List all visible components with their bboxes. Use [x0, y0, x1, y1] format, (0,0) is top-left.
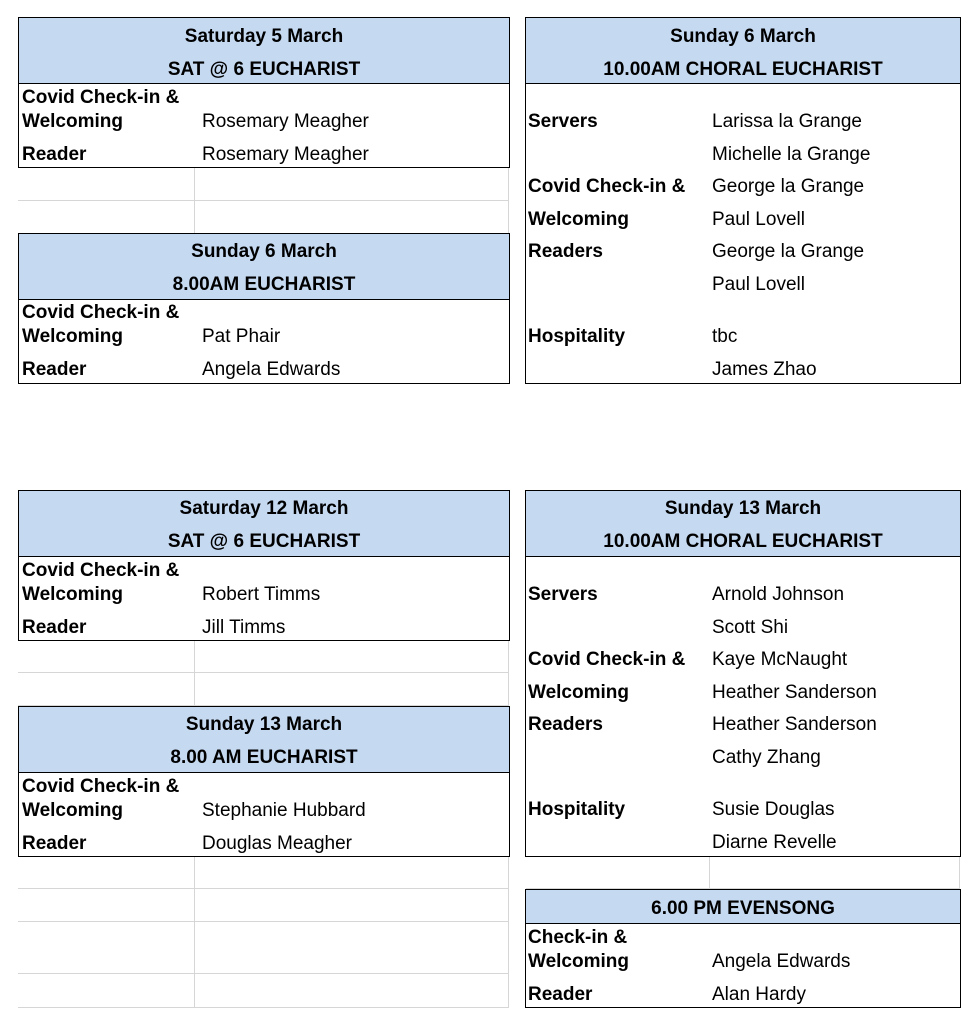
role-label: Covid Check-in &	[22, 776, 180, 797]
volunteer-name: Angela Edwards	[202, 359, 341, 380]
role-label: Covid Check-in &	[528, 649, 686, 670]
volunteer-name: Scott Shi	[712, 617, 789, 638]
volunteer-name: Diarne Revelle	[712, 832, 837, 853]
empty-cell	[195, 889, 509, 922]
block-header	[19, 491, 509, 557]
volunteer-name: Heather Sanderson	[712, 714, 877, 735]
empty-cell	[195, 640, 509, 673]
volunteer-name: George la Grange	[712, 241, 865, 262]
roster-block-sat-5-march	[18, 17, 510, 168]
empty-cell	[710, 856, 960, 889]
roster-block-sun-6-march-8am	[18, 233, 510, 384]
service-date: Sunday 6 March	[191, 241, 337, 262]
role-label: Servers	[528, 111, 598, 132]
service-name: 10.00AM CHORAL EUCHARIST	[603, 59, 883, 80]
volunteer-name: tbc	[712, 326, 738, 347]
empty-cell	[195, 673, 509, 706]
volunteer-name: Angela Edwards	[712, 951, 851, 972]
role-label: Reader	[528, 984, 593, 1005]
role-label: Servers	[528, 584, 598, 605]
volunteer-name: Paul Lovell	[712, 274, 805, 295]
volunteer-name: Pat Phair	[202, 326, 281, 347]
roster-block-sun-13-march-8am	[18, 706, 510, 857]
volunteer-name: Heather Sanderson	[712, 682, 877, 703]
volunteer-name: Jill Timms	[202, 617, 286, 638]
empty-cell	[195, 201, 509, 234]
volunteer-name: Larissa la Grange	[712, 111, 862, 132]
empty-cell	[18, 856, 195, 889]
service-date: Sunday 6 March	[670, 26, 816, 47]
volunteer-name: Michelle la Grange	[712, 144, 871, 165]
block-header	[526, 491, 960, 557]
volunteer-name: Robert Timms	[202, 584, 321, 605]
block-header	[526, 18, 960, 84]
service-date: Sunday 13 March	[664, 498, 822, 519]
volunteer-name: Arnold Johnson	[712, 584, 845, 605]
service-name: SAT @ 6 EUCHARIST	[167, 59, 361, 80]
roster-block-evensong	[525, 889, 961, 1008]
empty-cell	[18, 168, 195, 201]
empty-cell	[195, 974, 509, 1008]
volunteer-name: Douglas Meagher	[202, 833, 352, 854]
service-name: 8.00AM EUCHARIST	[172, 274, 356, 295]
volunteer-name: Cathy Zhang	[712, 747, 821, 768]
empty-cell	[195, 922, 509, 974]
role-label: Covid Check-in &	[528, 176, 686, 197]
service-date: Sunday 13 March	[185, 714, 343, 735]
role-label: Readers	[528, 241, 603, 262]
role-label: Readers	[528, 714, 603, 735]
role-label: Welcoming	[22, 326, 123, 347]
role-label: Welcoming	[22, 584, 123, 605]
roster-block-sun-13-march-10am	[525, 490, 961, 857]
service-date: Saturday 12 March	[179, 498, 349, 519]
volunteer-name: James Zhao	[712, 359, 817, 380]
volunteer-name: Stephanie Hubbard	[202, 800, 366, 821]
role-label: Welcoming	[22, 111, 123, 132]
volunteer-name: Rosemary Meagher	[202, 111, 369, 132]
empty-cell	[18, 922, 195, 974]
block-header	[19, 707, 509, 773]
role-label: Welcoming	[528, 951, 629, 972]
role-label: Check-in &	[528, 927, 628, 948]
role-label: Reader	[22, 833, 87, 854]
volunteer-name: Rosemary Meagher	[202, 144, 369, 165]
role-label: Welcoming	[528, 682, 629, 703]
volunteer-name: Susie Douglas	[712, 799, 835, 820]
volunteer-name: Paul Lovell	[712, 209, 805, 230]
role-label: Reader	[22, 144, 87, 165]
empty-cell	[18, 673, 195, 706]
volunteer-name: George la Grange	[712, 176, 865, 197]
service-name: SAT @ 6 EUCHARIST	[167, 531, 361, 552]
role-label: Covid Check-in &	[22, 560, 180, 581]
empty-cell	[18, 974, 195, 1008]
empty-cell	[526, 856, 710, 889]
service-date: Saturday 5 March	[184, 26, 344, 47]
volunteer-name: Alan Hardy	[712, 984, 806, 1005]
block-header	[526, 890, 960, 924]
role-label: Reader	[22, 359, 87, 380]
roster-block-sat-12-march	[18, 490, 510, 641]
role-label: Hospitality	[528, 326, 626, 347]
role-label: Reader	[22, 617, 87, 638]
empty-cell	[18, 889, 195, 922]
role-label: Covid Check-in &	[22, 302, 180, 323]
roster-block-sun-6-march-10am	[525, 17, 961, 384]
service-name: 10.00AM CHORAL EUCHARIST	[603, 531, 883, 552]
role-label: Welcoming	[528, 209, 629, 230]
block-header	[19, 18, 509, 84]
volunteer-name: Kaye McNaught	[712, 649, 848, 670]
empty-cell	[195, 856, 509, 889]
role-label: Hospitality	[528, 799, 626, 820]
service-name: 6.00 PM EVENSONG	[651, 898, 835, 919]
empty-cell	[18, 201, 195, 234]
block-header	[19, 234, 509, 300]
empty-cell	[18, 640, 195, 673]
role-label: Welcoming	[22, 800, 123, 821]
role-label: Covid Check-in &	[22, 87, 180, 108]
empty-cell	[195, 168, 509, 201]
service-name: 8.00 AM EUCHARIST	[170, 747, 358, 768]
